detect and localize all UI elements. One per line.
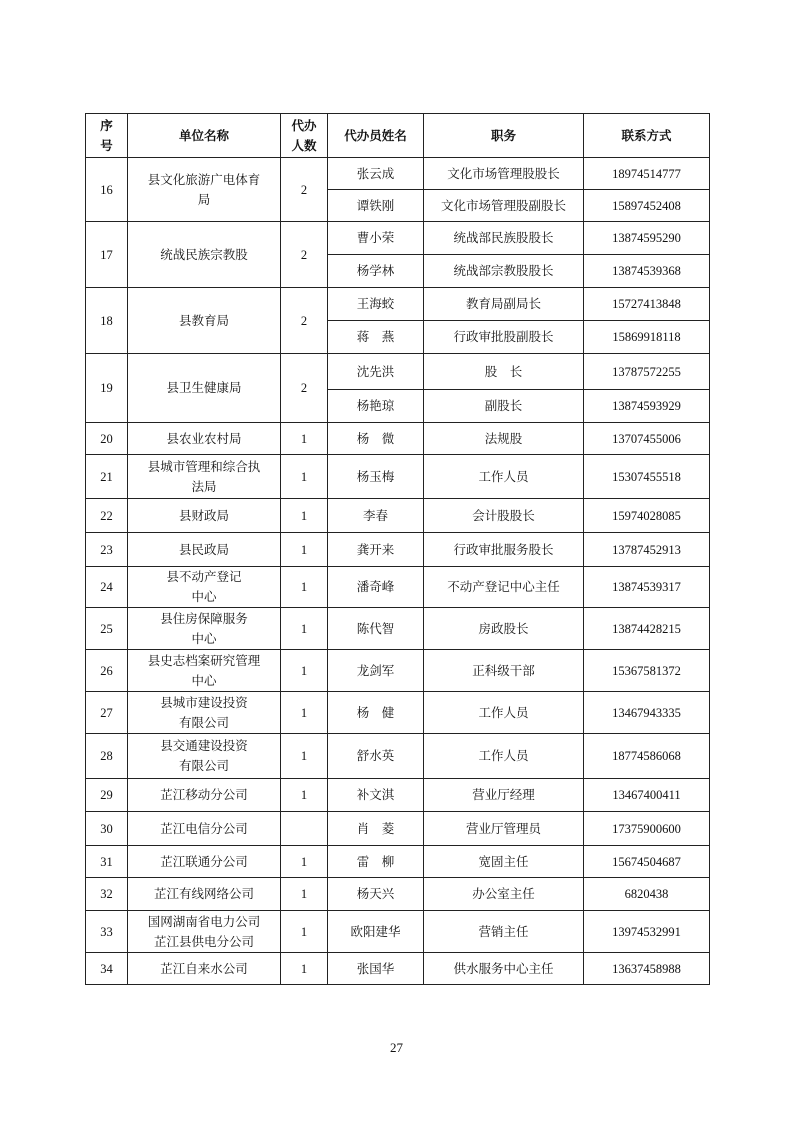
row-no: 16: [86, 158, 128, 222]
agent-name: 蒋 燕: [328, 321, 424, 354]
agent-name: 杨 微: [328, 423, 424, 455]
unit-name: 芷江自来水公司: [128, 953, 281, 985]
header-agent-name: 代办员姓名: [328, 114, 424, 158]
header-phone: 联系方式: [584, 114, 710, 158]
row-no: 24: [86, 567, 128, 608]
agent-name: 欧阳建华: [328, 911, 424, 953]
table-row: [86, 608, 710, 650]
agent-phone: 13467943335: [584, 692, 710, 734]
row-no: 31: [86, 846, 128, 878]
unit-name: 县财政局: [128, 499, 281, 533]
agent-phone: 13874539368: [584, 255, 710, 288]
agent-name: 杨学林: [328, 255, 424, 288]
unit-name: 县农业农村局: [128, 423, 281, 455]
agent-name: 沈先洪: [328, 354, 424, 390]
agent-post: 营业厅经理: [424, 779, 584, 812]
agent-post: 工作人员: [424, 692, 584, 734]
agent-phone: 15974028085: [584, 499, 710, 533]
unit-name: 统战民族宗教股: [128, 222, 281, 288]
agent-name: 肖 菱: [328, 812, 424, 846]
agent-count: 1: [281, 650, 328, 692]
agent-count: 1: [281, 953, 328, 985]
table-row: [86, 455, 710, 499]
agent-phone: 13874593929: [584, 390, 710, 423]
table-row: [86, 779, 710, 812]
agent-roster-table: [85, 113, 710, 985]
agent-post: 教育局副局长: [424, 288, 584, 321]
agent-name: 张云成: [328, 158, 424, 190]
agent-phone: 15307455518: [584, 455, 710, 499]
agent-phone: 13637458988: [584, 953, 710, 985]
agent-phone: 13974532991: [584, 911, 710, 953]
table-header-row: [86, 114, 710, 158]
agent-phone: 15897452408: [584, 190, 710, 222]
agent-phone: 13874539317: [584, 567, 710, 608]
agent-name: 杨 健: [328, 692, 424, 734]
agent-post: 股 长: [424, 354, 584, 390]
row-no: 21: [86, 455, 128, 499]
agent-phone: 13787572255: [584, 354, 710, 390]
table-row: [86, 288, 710, 321]
agent-name: 曹小荣: [328, 222, 424, 255]
agent-phone: 13787452913: [584, 533, 710, 567]
agent-count: 2: [281, 222, 328, 288]
agent-post: 行政审批股副股长: [424, 321, 584, 354]
row-no: 26: [86, 650, 128, 692]
unit-name: 国网湖南省电力公司 芷江县供电分公司: [128, 911, 281, 953]
table-row: [86, 734, 710, 779]
agent-name: 潘奇峰: [328, 567, 424, 608]
header-unit: 单位名称: [128, 114, 281, 158]
table-row: [86, 650, 710, 692]
table-row: [86, 533, 710, 567]
unit-name: 芷江有线网络公司: [128, 878, 281, 911]
agent-phone: 6820438: [584, 878, 710, 911]
row-no: 33: [86, 911, 128, 953]
row-no: 32: [86, 878, 128, 911]
row-no: 28: [86, 734, 128, 779]
unit-name: 县交通建设投资 有限公司: [128, 734, 281, 779]
agent-count: 2: [281, 288, 328, 354]
unit-name: 县民政局: [128, 533, 281, 567]
table-row: [86, 953, 710, 985]
unit-name: 县教育局: [128, 288, 281, 354]
agent-phone: 13874595290: [584, 222, 710, 255]
agent-post: 供水服务中心主任: [424, 953, 584, 985]
agent-post: 办公室主任: [424, 878, 584, 911]
unit-name: 县城市建设投资 有限公司: [128, 692, 281, 734]
agent-post: 营业厅管理员: [424, 812, 584, 846]
agent-name: 舒水英: [328, 734, 424, 779]
table-row: [86, 499, 710, 533]
agent-phone: 13467400411: [584, 779, 710, 812]
unit-name: 县不动产登记 中心: [128, 567, 281, 608]
table-row: [86, 846, 710, 878]
agent-name: 张国华: [328, 953, 424, 985]
agent-name: 杨艳琼: [328, 390, 424, 423]
agent-count: 1: [281, 455, 328, 499]
agent-post: 会计股股长: [424, 499, 584, 533]
agent-count: 1: [281, 911, 328, 953]
row-no: 27: [86, 692, 128, 734]
table-row: [86, 354, 710, 390]
agent-phone: 13874428215: [584, 608, 710, 650]
unit-name: 县史志档案研究管理 中心: [128, 650, 281, 692]
row-no: 18: [86, 288, 128, 354]
table-row: [86, 692, 710, 734]
agent-phone: 15674504687: [584, 846, 710, 878]
unit-name: 芷江联通分公司: [128, 846, 281, 878]
row-no: 17: [86, 222, 128, 288]
agent-post: 统战部民族股股长: [424, 222, 584, 255]
agent-count: 2: [281, 354, 328, 423]
header-count: 代办 人数: [281, 114, 328, 158]
agent-count: 1: [281, 734, 328, 779]
unit-name: 县住房保障服务 中心: [128, 608, 281, 650]
agent-name: 谭铁刚: [328, 190, 424, 222]
agent-phone: 18774586068: [584, 734, 710, 779]
row-no: 20: [86, 423, 128, 455]
agent-count: 1: [281, 499, 328, 533]
row-no: 34: [86, 953, 128, 985]
agent-name: 王海蛟: [328, 288, 424, 321]
agent-count: 2: [281, 158, 328, 222]
row-no: 30: [86, 812, 128, 846]
page-number: 27: [390, 1040, 403, 1055]
unit-name: 县文化旅游广电体育 局: [128, 158, 281, 222]
agent-phone: 18974514777: [584, 158, 710, 190]
agent-name: 陈代智: [328, 608, 424, 650]
unit-name: 芷江电信分公司: [128, 812, 281, 846]
agent-name: 补文淇: [328, 779, 424, 812]
agent-post: 文化市场管理股股长: [424, 158, 584, 190]
table-row: [86, 567, 710, 608]
agent-name: 杨玉梅: [328, 455, 424, 499]
agent-phone: 15367581372: [584, 650, 710, 692]
agent-name: 李春: [328, 499, 424, 533]
agent-count: 1: [281, 567, 328, 608]
agent-post: 宽固主任: [424, 846, 584, 878]
agent-count: [281, 812, 328, 846]
agent-name: 龙剑军: [328, 650, 424, 692]
agent-count: 1: [281, 779, 328, 812]
agent-post: 房政股长: [424, 608, 584, 650]
table-row: [86, 878, 710, 911]
row-no: 19: [86, 354, 128, 423]
table-row: [86, 158, 710, 190]
agent-count: 1: [281, 533, 328, 567]
table-row: [86, 222, 710, 255]
agent-post: 文化市场管理股副股长: [424, 190, 584, 222]
agent-name: 雷 柳: [328, 846, 424, 878]
row-no: 22: [86, 499, 128, 533]
agent-count: 1: [281, 846, 328, 878]
agent-count: 1: [281, 608, 328, 650]
agent-post: 统战部宗教股股长: [424, 255, 584, 288]
agent-name: 龚开来: [328, 533, 424, 567]
agent-post: 正科级干部: [424, 650, 584, 692]
unit-name: 县卫生健康局: [128, 354, 281, 423]
agent-post: 工作人员: [424, 455, 584, 499]
row-no: 29: [86, 779, 128, 812]
table-row: [86, 423, 710, 455]
agent-count: 1: [281, 878, 328, 911]
agent-phone: 13707455006: [584, 423, 710, 455]
unit-name: 县城市管理和综合执 法局: [128, 455, 281, 499]
agent-post: 工作人员: [424, 734, 584, 779]
agent-count: 1: [281, 423, 328, 455]
agent-name: 杨天兴: [328, 878, 424, 911]
table-row: [86, 911, 710, 953]
row-no: 25: [86, 608, 128, 650]
agent-post: 不动产登记中心主任: [424, 567, 584, 608]
agent-post: 营销主任: [424, 911, 584, 953]
agent-count: 1: [281, 692, 328, 734]
unit-name: 芷江移动分公司: [128, 779, 281, 812]
agent-phone: 15869918118: [584, 321, 710, 354]
header-post: 职务: [424, 114, 584, 158]
header-no: 序 号: [86, 114, 128, 158]
table-row: [86, 812, 710, 846]
agent-post: 副股长: [424, 390, 584, 423]
agent-post: 行政审批服务股长: [424, 533, 584, 567]
agent-phone: 15727413848: [584, 288, 710, 321]
agent-post: 法规股: [424, 423, 584, 455]
agent-phone: 17375900600: [584, 812, 710, 846]
row-no: 23: [86, 533, 128, 567]
